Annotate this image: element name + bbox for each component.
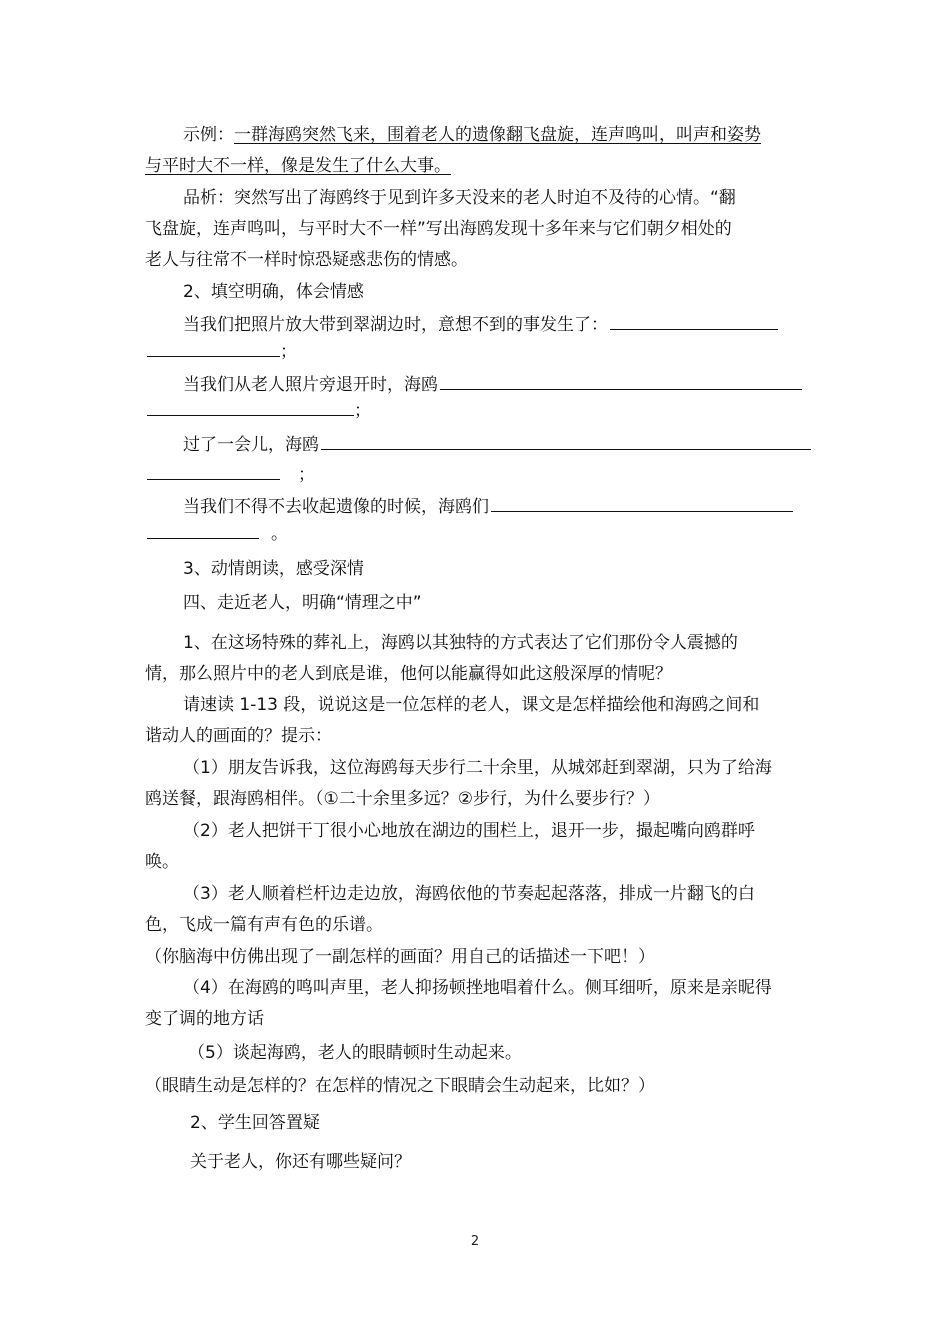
fill-q2-text: 当我们从老人照片旁退开时，海鸥 — [183, 375, 438, 395]
fill-q1-semicolon: ； — [280, 342, 297, 362]
fill-q3-blank[interactable] — [321, 435, 811, 450]
fill-q4-period: 。 — [271, 524, 288, 544]
hint-2-line-2: 唤。 — [145, 852, 179, 872]
fill-q2-blank-2[interactable] — [147, 401, 354, 416]
analysis-line-1: 品析：突然写出了海鸥终于见到许多天没来的老人时迫不及待的心情。“翻 — [183, 188, 736, 208]
fill-q2 — [183, 374, 802, 396]
example-line-2: 与平时大不一样，像是发生了什么大事。 — [145, 156, 451, 176]
prompt-3: （你脑海中仿佛出现了一副怎样的画面？用自己的话描述一下吧！） — [145, 947, 655, 967]
fill-q4-blank[interactable] — [491, 497, 793, 512]
example-label: 示例： — [183, 125, 234, 145]
hint-1-line-2: 鸥送餐，跟海鸥相伴。（①二十余里多远？②步行，为什么要步行？） — [145, 789, 660, 809]
fill-q1 — [183, 314, 778, 336]
fill-q4-text: 当我们不得不去收起遗像的时候，海鸥们 — [183, 497, 489, 517]
section-3-title: 3、动情朗读，感受深情 — [183, 559, 364, 579]
closing-question: 关于老人，你还有哪些疑问？ — [190, 1152, 411, 1172]
example-line-1 — [183, 124, 761, 146]
hint-4-line-1: （4）在海鸥的鸣叫声里，老人抑扬顿挫地唱着什么。侧耳细听，原来是亲昵得 — [183, 978, 772, 998]
analysis-line-3: 老人与往常不一样时惊恐疑惑悲伤的情感。 — [145, 250, 468, 270]
read-line-1: 请速读 1-13 段，说说这是一位怎样的老人，课文是怎样描绘他和海鸥之间和 — [183, 695, 760, 715]
fill-q1-text: 当我们把照片放大带到翠湖边时，意想不到的事发生了： — [183, 315, 608, 335]
hint-5: （5）谈起海鸥，老人的眼睛顿时生动起来。 — [188, 1043, 522, 1063]
analysis-line-2: 飞盘旋，连声鸣叫，与平时大不一样”写出海鸥发现十多年来与它们朝夕相处的 — [145, 219, 732, 239]
fill-q3-text: 过了一会儿，海鸥 — [183, 435, 319, 455]
fill-q3-semicolon: ； — [298, 465, 315, 485]
section-2-title: 2、填空明确，体会情感 — [183, 282, 364, 302]
fill-q4-blank-2[interactable] — [147, 524, 259, 539]
fill-q1-cont — [145, 341, 297, 363]
prompt-5: （眼睛生动是怎样的？在怎样的情况之下眼睛会生动起来，比如？） — [145, 1076, 655, 1096]
fill-q1-blank[interactable] — [610, 315, 778, 330]
hint-4-line-2: 变了调的地方话 — [145, 1009, 264, 1029]
q1-line-1: 1、在这场特殊的葬礼上，海鸥以其独特的方式表达了它们那份令人震撼的 — [183, 633, 738, 653]
read-line-2: 谐动人的画面的？提示： — [145, 726, 332, 746]
fill-q4 — [183, 496, 793, 518]
fill-q3 — [183, 434, 811, 456]
hint-1-line-1: （1）朋友告诉我，这位海鸥每天步行二十余里，从城郊赶到翠湖，只为了给海 — [183, 758, 772, 778]
hint-2-line-1: （2）老人把饼干丁很小心地放在湖边的围栏上，退开一步，撮起嘴向鸥群呼 — [183, 821, 755, 841]
fill-q2-cont — [145, 400, 371, 422]
hint-3-line-2: 色，飞成一篇有声有色的乐谱。 — [145, 915, 383, 935]
fill-q3-cont — [145, 464, 315, 486]
fill-q4-cont — [145, 523, 288, 545]
fill-q3-blank-2[interactable] — [147, 465, 280, 480]
fill-q2-blank[interactable] — [440, 375, 802, 390]
section-b2-title: 2、学生回答置疑 — [190, 1113, 320, 1133]
page-number: 2 — [470, 1234, 480, 1249]
fill-q2-semicolon: ； — [354, 401, 371, 421]
part-4-title: 四、走近老人，明确“情理之中” — [183, 593, 422, 613]
hint-3-line-1: （3）老人顺着栏杆边走边放，海鸥依他的节奏起起落落，排成一片翻飞的白 — [183, 884, 755, 904]
example-text-1: 一群海鸥突然飞来，围着老人的遗像翻飞盘旋，连声鸣叫，叫声和姿势 — [234, 125, 761, 145]
q1-line-2: 情，那么照片中的老人到底是谁，他何以能赢得如此这般深厚的情呢？ — [145, 664, 672, 684]
fill-q1-blank-2[interactable] — [147, 342, 280, 357]
